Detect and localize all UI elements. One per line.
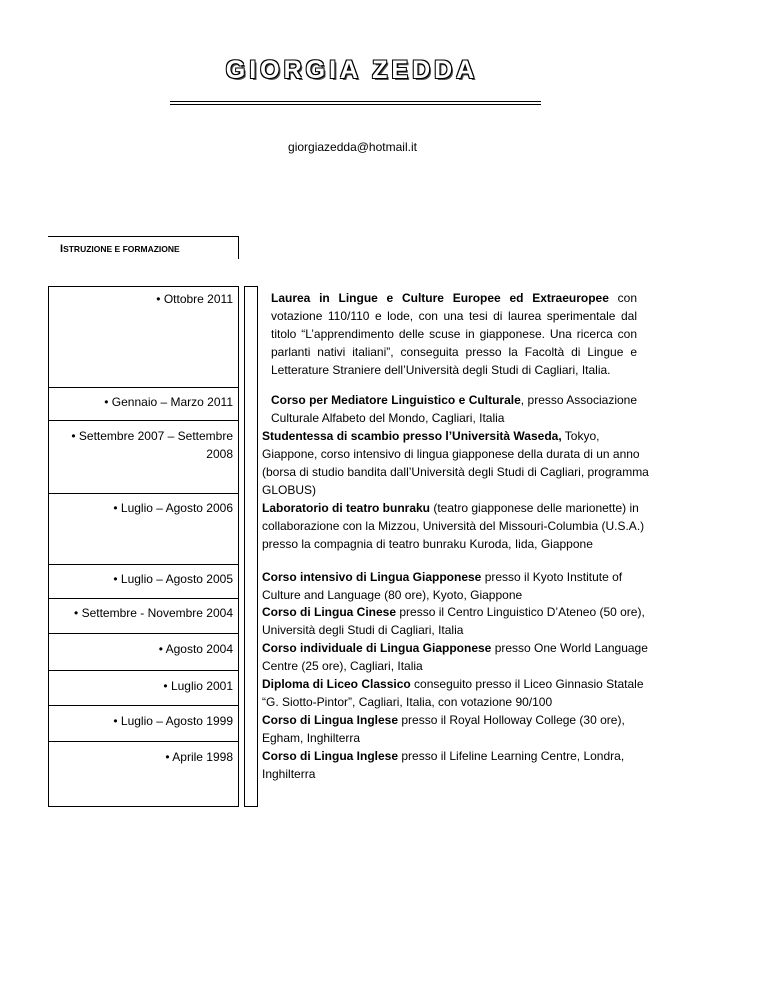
entry-date: • Luglio – Agosto 2005	[113, 572, 233, 586]
row-separator	[48, 598, 239, 599]
gutter-line-right	[257, 286, 258, 807]
row-separator	[48, 387, 239, 388]
gutter-top	[244, 286, 257, 287]
row-separator	[48, 705, 239, 706]
entry-date: • Settembre 2007 – Settembre 2008	[71, 429, 233, 461]
entry-description: Diploma di Liceo Classico conseguito presso il Liceo Ginnasio Statale “G. Siotto-Pintor”, Cagliari, Italia, con votazione 90/100	[262, 677, 644, 709]
row-separator	[48, 420, 239, 421]
row-separator	[48, 493, 239, 494]
entry-description: Corso di Lingua Inglese presso il Lifeline Learning Centre, Londra, Inghilterra	[262, 749, 625, 781]
entry-date: • Aprile 1998	[165, 750, 233, 764]
section-title: ISTRUZIONE E FORMAZIONE	[60, 243, 180, 255]
entry-description: Corso intensivo di Lingua Giapponese presso il Kyoto Institute of Culture and Language (80 ore), Kyoto, Giappone	[262, 570, 623, 602]
entry-description: Corso di Lingua Inglese presso il Royal Holloway College (30 ore), Egham, Inghilterra	[262, 713, 625, 745]
row-separator	[48, 633, 239, 634]
candidate-name: GIORGIA ZEDDA	[225, 56, 479, 84]
entry-date: • Settembre - Novembre 2004	[74, 606, 233, 620]
email-address: giorgiazedda@hotmail.it	[288, 140, 417, 154]
gutter-bottom	[244, 806, 257, 807]
title-underline	[170, 101, 541, 105]
row-separator	[48, 670, 239, 671]
entry-description: Studentessa di scambio presso l’Università Waseda, Tokyo, Giappone, corso intensivo di lingua giapponese della durata di un anno (borsa di studio bandita dall’Università degli Studi di Cagliari, programma GLOBUS)	[262, 429, 649, 497]
entry-description: Corso individuale di Lingua Giapponese presso One World Language Centre (25 ore), Cagliari, Italia	[262, 641, 648, 673]
entry-date: • Ottobre 2011	[156, 292, 233, 306]
row-separator	[48, 564, 239, 565]
entry-description: Laboratorio di teatro bunraku (teatro giapponese delle marionette) in collaborazione con la Mizzou, Università del Missouri-Columbia (U.S.A.) presso la compagnia di teatro bunraku Kuroda, Iida, Giappone	[262, 501, 645, 551]
entry-date: • Luglio 2001	[163, 679, 233, 693]
entry-date: • Luglio – Agosto 1999	[113, 714, 233, 728]
entry-date: • Luglio – Agosto 2006	[113, 501, 233, 515]
gutter-line-left	[244, 286, 245, 807]
entry-description: Corso di Lingua Cinese presso il Centro Linguistico D’Ateneo (50 ore), Università degli Studi di Cagliari, Italia	[262, 605, 645, 637]
entry-date: • Gennaio – Marzo 2011	[104, 395, 233, 409]
entry-description: Corso per Mediatore Linguistico e Culturale, presso Associazione Culturale Alfabeto del Mondo, Cagliari, Italia	[271, 393, 638, 425]
row-separator	[48, 741, 239, 742]
entry-description: Laurea in Lingue e Culture Europee ed Extraeuropee con votazione 110/110 e lode, con una tesi di laurea sperimentale dal titolo “L’apprendimento delle scuse in giapponese. Una ricerca con parlanti nativi italiani”, conseguita presso la Facoltà di Lingue e Letterature Straniere dell’Università degli Studi di Cagliari, Italia.	[271, 291, 637, 377]
entry-date: • Agosto 2004	[158, 642, 233, 656]
